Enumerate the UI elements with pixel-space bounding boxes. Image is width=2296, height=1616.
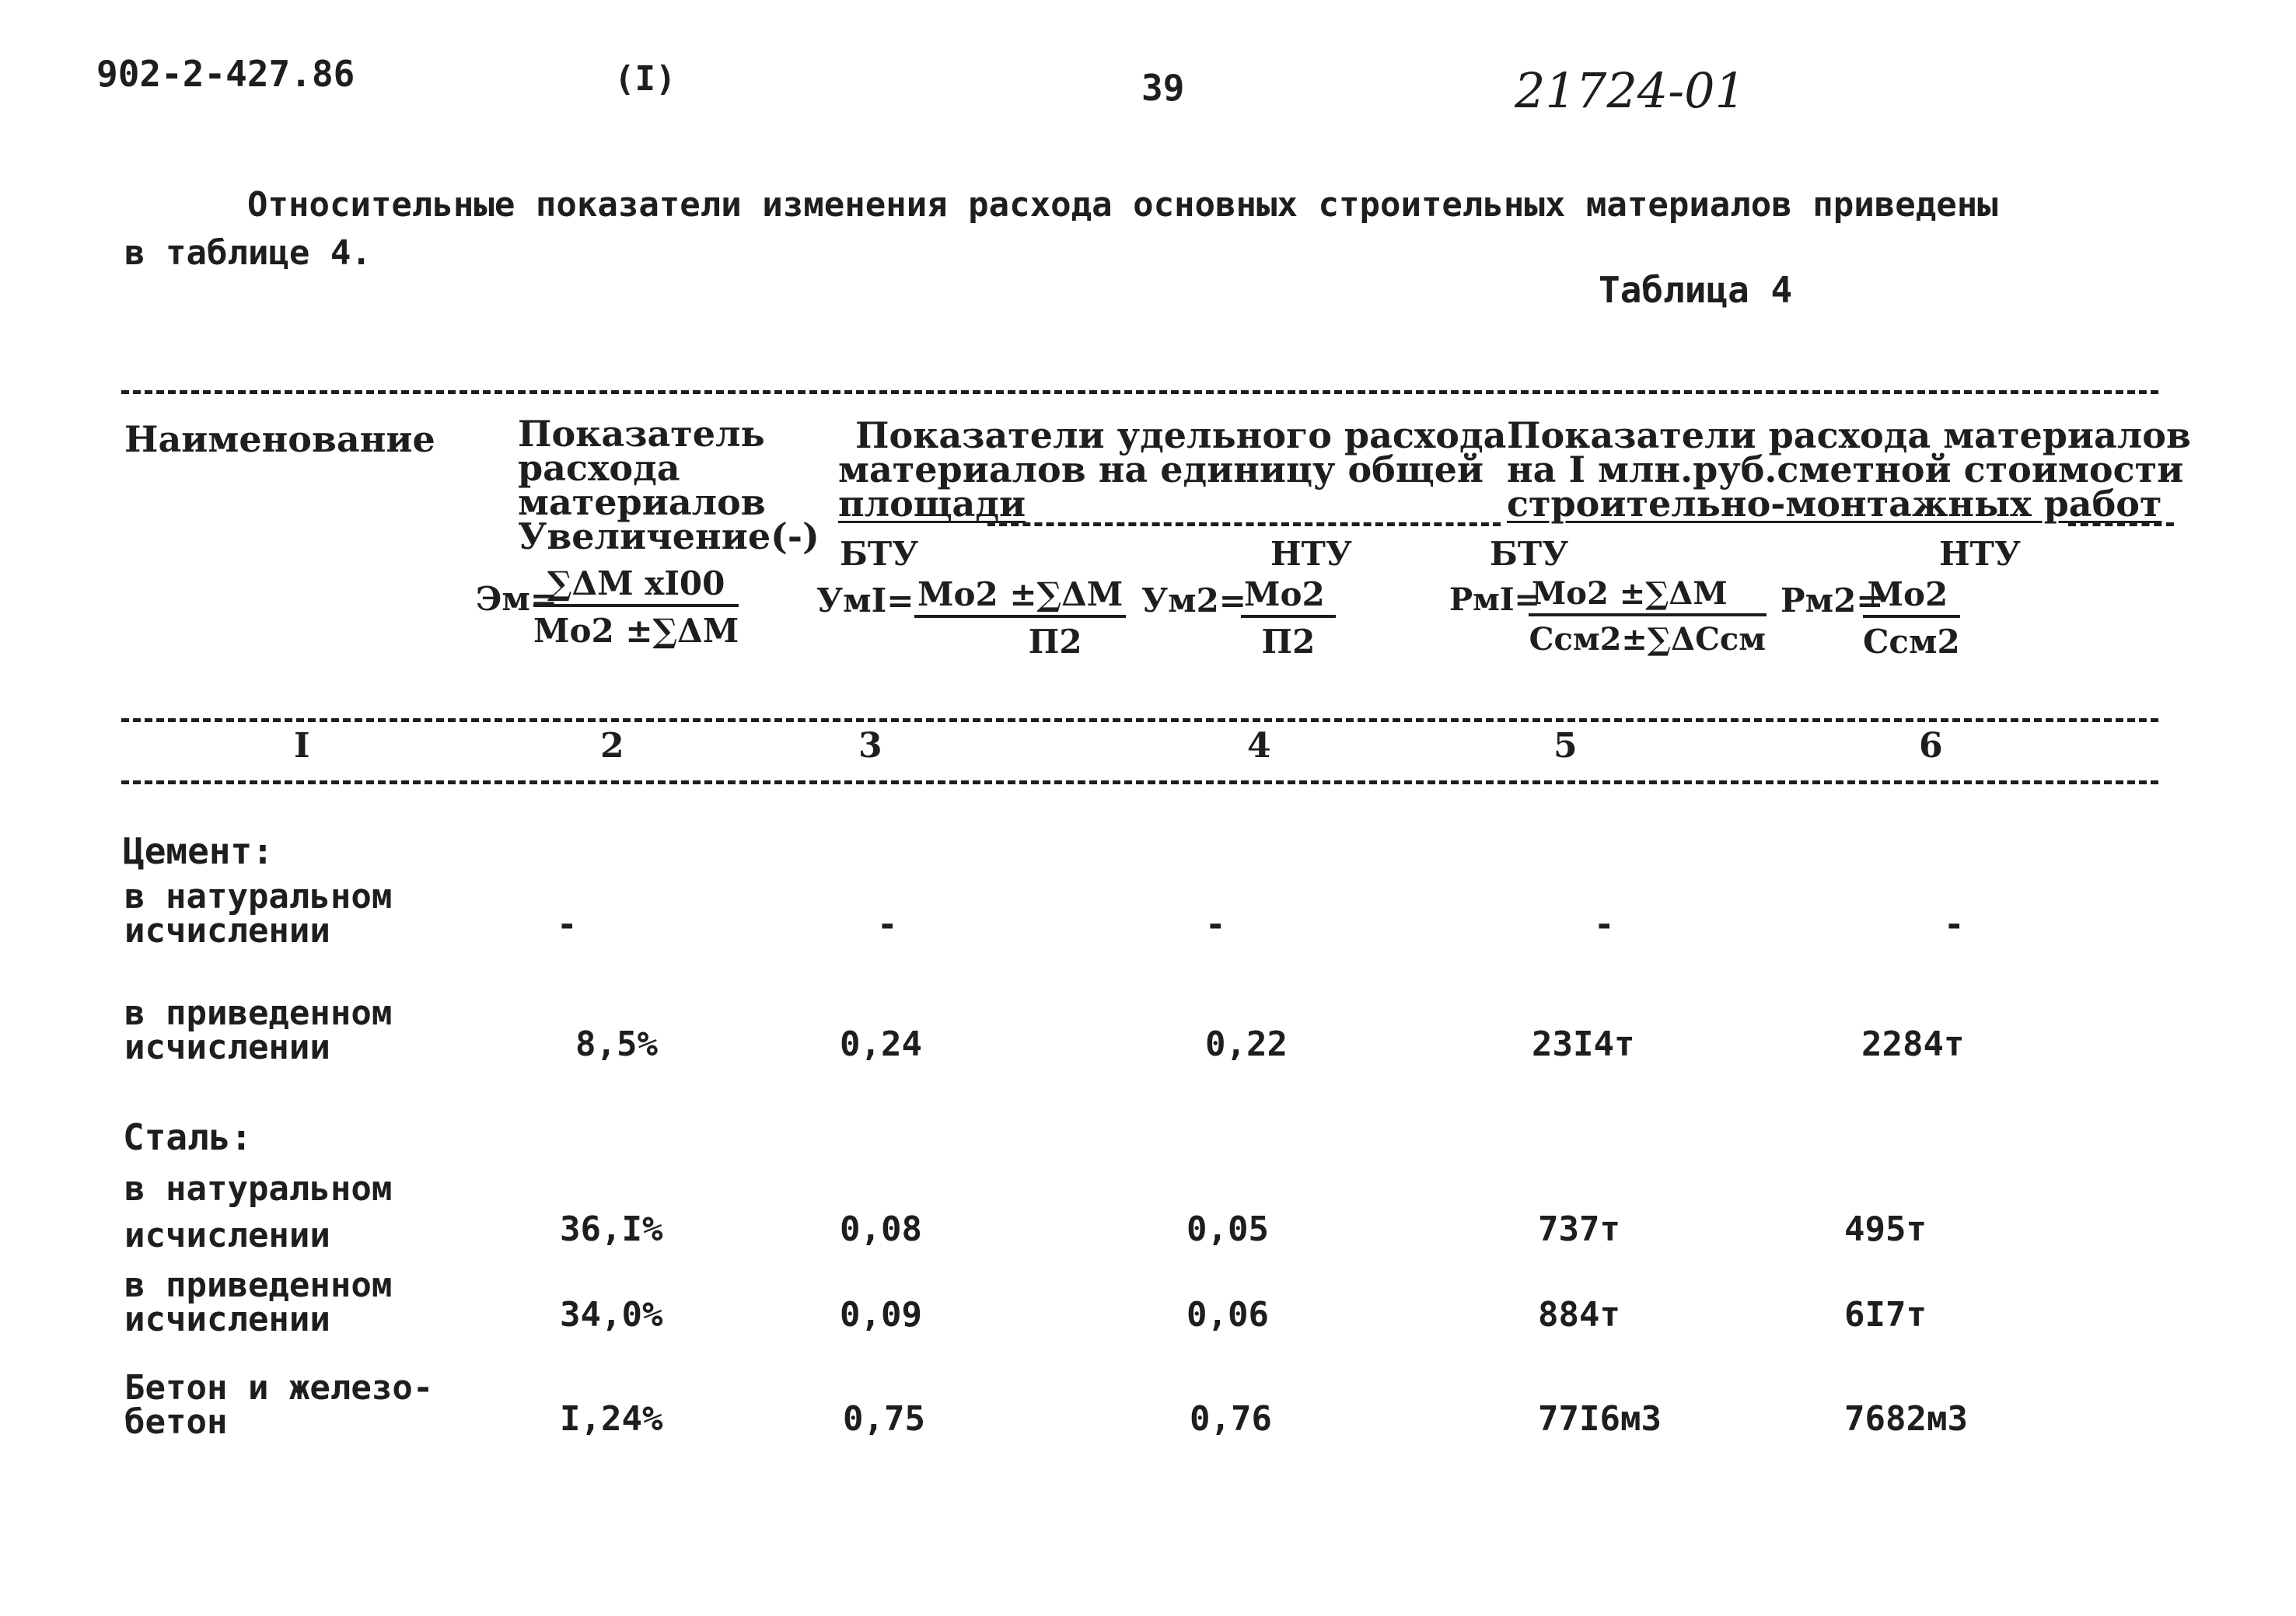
formula-rm1-denominator: Ссм2±∑ΔСсм: [1529, 621, 1767, 658]
cell-col4: 0,76: [1190, 1399, 1272, 1439]
formula-um2-numerator: Мо2: [1241, 575, 1336, 618]
header-col2-line: Показатель: [518, 413, 765, 455]
formula-rm2-denominator: Ссм2: [1863, 623, 1960, 661]
group1-btu: БТУ: [840, 535, 919, 573]
header-name: Наименование: [124, 418, 435, 460]
cell-col6: 6I7т: [1844, 1295, 1927, 1335]
header-group-cost-line: строительно-монтажных работ: [1507, 483, 2162, 525]
column-number: 2: [600, 726, 624, 766]
row-label-line: исчислении: [124, 1300, 330, 1339]
header-group-specific-line: площади: [838, 483, 1026, 525]
header-col2-line: расхода: [518, 447, 680, 489]
formula-rm2: [1863, 575, 1960, 661]
cell-col5: 23I4т: [1532, 1024, 1635, 1064]
table-caption: Таблица 4: [1599, 269, 1793, 311]
intro-line-2: в таблице 4.: [124, 233, 372, 273]
cell-col3: 0,24: [840, 1024, 922, 1064]
formula-em: [533, 564, 739, 650]
document-code: 902-2-427.86: [96, 53, 355, 95]
header-col2-line: Увеличение(-): [518, 515, 820, 557]
header-group-specific-line: Показатели удельного расхода: [855, 414, 1507, 456]
part-number: (I): [614, 59, 676, 99]
formula-rm1-numerator: Мо2 ±∑ΔМ: [1529, 575, 1767, 616]
cell-col3: 0,09: [840, 1295, 922, 1335]
header-col2-line: материалов: [518, 481, 766, 523]
row-label-line: исчислении: [124, 911, 330, 951]
cell-col2: I,24%: [560, 1399, 663, 1439]
group2-rule-tail: [2068, 522, 2174, 526]
formula-em-numerator: ∑ΔМ хI00: [533, 564, 739, 607]
row-label-line: Бетон и железо-: [124, 1368, 434, 1408]
cell-col6: -: [1944, 905, 1965, 944]
group1-ntu: НТУ: [1270, 535, 1353, 573]
cell-col3: 0,08: [840, 1209, 922, 1249]
formula-um2: [1241, 575, 1336, 661]
group2-ntu: НТУ: [1939, 535, 2022, 573]
inventory-number: 21724-01: [1515, 62, 1746, 119]
page-number: 39: [1141, 67, 1185, 109]
row-label: [124, 993, 393, 1067]
column-number: 4: [1247, 726, 1271, 766]
group2-btu: БТУ: [1490, 535, 1569, 573]
column-number: 5: [1553, 726, 1578, 766]
formula-um2-lhs: Ум2=: [1141, 581, 1246, 620]
formula-um1-numerator: Мо2 ±∑ΔМ: [914, 575, 1126, 618]
cell-col2: 34,0%: [560, 1295, 663, 1335]
column-number: 3: [858, 726, 882, 766]
row-label-line: в приведенном: [124, 1265, 393, 1305]
section-steel: Сталь:: [123, 1116, 253, 1158]
cell-col2: 36,I%: [560, 1209, 663, 1249]
cell-col4: 0,05: [1186, 1209, 1269, 1249]
formula-um1-denominator: П2: [1028, 623, 1082, 661]
cell-col5: 77I6м3: [1538, 1399, 1662, 1439]
row-label: [124, 1166, 392, 1259]
header-col2: [518, 413, 820, 557]
formula-um1: [914, 575, 1126, 661]
cell-col6: 7682м3: [1844, 1399, 1968, 1439]
formula-rm2-numerator: Мо2: [1863, 575, 1960, 618]
header-group-specific: [838, 414, 1507, 525]
formula-em-lhs: Эм=: [476, 580, 558, 618]
cell-col3: 0,75: [843, 1399, 925, 1439]
column-number: 6: [1919, 726, 1943, 766]
cell-col2: 8,5%: [575, 1024, 658, 1064]
column-numbers-bottom-rule: [121, 780, 2158, 784]
header-group-cost-line: Показатели расхода материалов: [1507, 414, 2191, 456]
row-label: [124, 877, 393, 951]
intro-line-1: Относительные показатели изменения расхода основных строительных материалов приведены: [247, 185, 1998, 225]
row-label-line: в натуральном: [124, 1169, 393, 1209]
table-top-rule: [121, 390, 2158, 394]
cell-col4: 0,22: [1205, 1024, 1288, 1064]
cell-col5: 884т: [1538, 1295, 1620, 1335]
formula-um2-denominator: П2: [1261, 623, 1316, 661]
row-label-line: бетон: [124, 1402, 228, 1442]
formula-rm1-lhs: РмI=: [1449, 581, 1541, 618]
row-label-line: в натуральном: [124, 877, 393, 916]
column-number: I: [294, 726, 310, 766]
cell-col3: -: [877, 905, 898, 944]
formula-em-denominator: Мо2 ±∑ΔМ: [533, 612, 739, 650]
cell-col4: -: [1205, 905, 1226, 944]
cell-col6: 495т: [1844, 1209, 1927, 1249]
cell-col6: 2284т: [1861, 1024, 1965, 1064]
cell-col5: -: [1594, 905, 1615, 944]
formula-um1-lhs: УмI=: [816, 581, 914, 620]
row-label: [124, 1368, 434, 1442]
row-label-line: исчислении: [124, 1028, 330, 1067]
column-numbers-top-rule: [121, 718, 2158, 722]
header-group-cost: [1507, 414, 2191, 525]
formula-rm2-lhs: Рм2=: [1781, 581, 1884, 620]
row-label: [124, 1265, 393, 1339]
group1-rule: [987, 522, 1501, 526]
row-label-line: в приведенном: [124, 993, 393, 1033]
row-label-line: исчислении: [124, 1216, 330, 1255]
section-cement: Цемент:: [123, 830, 274, 872]
cell-col2: -: [557, 905, 578, 944]
cell-col4: 0,06: [1186, 1295, 1269, 1335]
formula-rm1: [1529, 575, 1767, 658]
header-group-cost-line: на I млн.руб.сметной стоимости: [1507, 449, 2184, 490]
header-group-specific-line: материалов на единицу общей: [838, 449, 1483, 490]
cell-col5: 737т: [1538, 1209, 1620, 1249]
